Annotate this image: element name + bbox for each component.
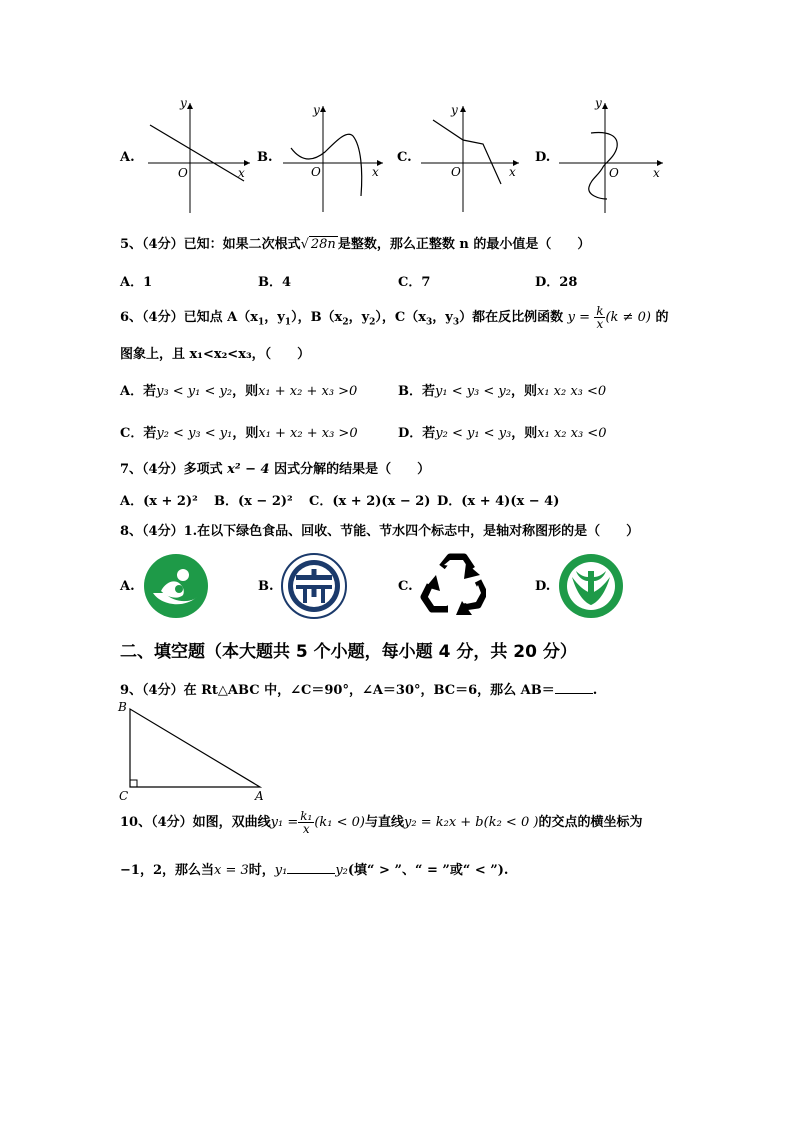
water-saving-logo-icon <box>558 553 624 619</box>
graph-d-x-label: x <box>653 166 660 180</box>
q5-option-c: C．7 <box>398 275 431 290</box>
graph-option-c-label: C. <box>397 150 412 165</box>
vertex-c-label: C <box>119 789 129 803</box>
q10-answer-blank <box>287 861 335 874</box>
q7-option-b: B．(x − 2)² <box>214 494 293 509</box>
q6-fraction: $\frac{k}{x}$ <box>596 304 604 331</box>
question-5: 5、（4分）已知：如果二次根式√ 28n 是整数，那么正整数 n 的最小值是（ ） <box>120 237 591 252</box>
q8-option-a-label: A. <box>120 579 135 594</box>
vertex-a-label: A <box>255 789 264 803</box>
graph-d-origin: O <box>609 166 619 180</box>
q5-option-d: D．28 <box>535 275 578 290</box>
q6-option-a: A．若y₃ < y₁ < y₂，则x₁ + x₂ + x₃ >0 <box>120 384 358 399</box>
q9-answer-blank <box>555 681 593 694</box>
q7-polynomial: x² − 4 <box>227 462 270 477</box>
recycle-logo-icon <box>420 553 486 617</box>
q6-option-c: C．若y₂ < y₃ < y₁，则x₁ + x₂ + x₃ >0 <box>120 426 358 441</box>
q6-line2: 图象上，且 x₁<x₂<x₃，（ ） <box>120 347 311 362</box>
graph-c-origin: O <box>451 165 461 179</box>
q8-option-d-label: D. <box>535 579 551 594</box>
graph-b-origin: O <box>311 165 321 179</box>
q10-line2: −1，2，那么当x = 3时，y₁ y₂(填“ > ”、“ = ”或“ < ”). <box>120 863 509 878</box>
graph-a <box>140 95 255 215</box>
section-2-title: 二、填空题（本大题共 5 个小题，每小题 4 分，共 20 分） <box>120 642 577 662</box>
q5-option-a: A．1 <box>120 275 153 290</box>
graph-b-y-label: y <box>313 103 320 117</box>
q6-option-d: D．若y₂ < y₁ < y₃，则x₁ x₂ x₃ <0 <box>398 426 607 441</box>
triangle-abc-figure <box>115 697 275 805</box>
q6-func-y: y <box>567 310 576 325</box>
vertex-b-label: B <box>118 700 127 714</box>
energy-saving-logo-icon <box>281 553 347 619</box>
q7-option-a: A．(x + 2)² <box>120 494 198 509</box>
graph-d <box>555 95 667 215</box>
q5-radicand: 28n <box>310 237 336 252</box>
graph-option-d-label: D. <box>535 150 551 165</box>
q7-option-c: C．(x + 2)(x − 2) <box>309 494 431 509</box>
graph-d-y-label: y <box>595 96 602 110</box>
graph-c-x-label: x <box>509 165 516 179</box>
graph-c-y-label: y <box>451 103 458 117</box>
graph-c <box>415 100 525 215</box>
graph-c-line <box>433 120 501 184</box>
graph-b-curve <box>291 134 362 196</box>
green-food-logo-icon <box>143 553 209 619</box>
graph-option-b-label: B. <box>257 150 273 165</box>
graph-option-a-label: A. <box>120 150 135 165</box>
question-8: 8、（4分）1.在以下绿色食品、回收、节能、节水四个标志中，是轴对称图形的是（ ） <box>120 524 640 539</box>
graph-a-y-label: y <box>180 96 187 110</box>
graph-a-origin: O <box>178 166 188 180</box>
question-9: 9、（4分）在 Rt△ABC 中，∠C＝90°，∠A＝30°，BC＝6，那么 AB＝ . <box>120 683 598 698</box>
question-10: 10、（4分）如图，双曲线y₁ = $\frac{\text{k₁}}{x}$ (k₁ < 0)与直线y₂ = k₂x + b(k₂ < 0 )的交点的横坐标为 <box>120 809 643 836</box>
q8-option-b-label: B. <box>258 579 274 594</box>
q8-option-c-label: C. <box>398 579 413 594</box>
graph-a-line <box>150 125 244 181</box>
graph-a-x-label: x <box>238 166 245 180</box>
q5-option-b: B．4 <box>258 275 292 290</box>
q6-option-b: B．若y₁ < y₃ < y₂，则x₁ x₂ x₃ <0 <box>398 384 607 399</box>
question-6: 6、（4分）已知点 $A(x_1$，$y_1$），$B(x_2$，$y_2$），$C(x_3$，$y_3$）都在反比例函数 y = $\frac{k}{x}$ (k ≠ 0) 的 <box>120 304 669 331</box>
graph-b <box>275 100 390 215</box>
q7-option-d: D．(x + 4)(x − 4) <box>437 494 560 509</box>
q10-fraction: $\frac{\text{k₁}}{x}$ <box>300 809 313 836</box>
question-7: 7、（4分）多项式 x² − 4 因式分解的结果是（ ） <box>120 462 431 477</box>
graph-b-x-label: x <box>372 165 379 179</box>
